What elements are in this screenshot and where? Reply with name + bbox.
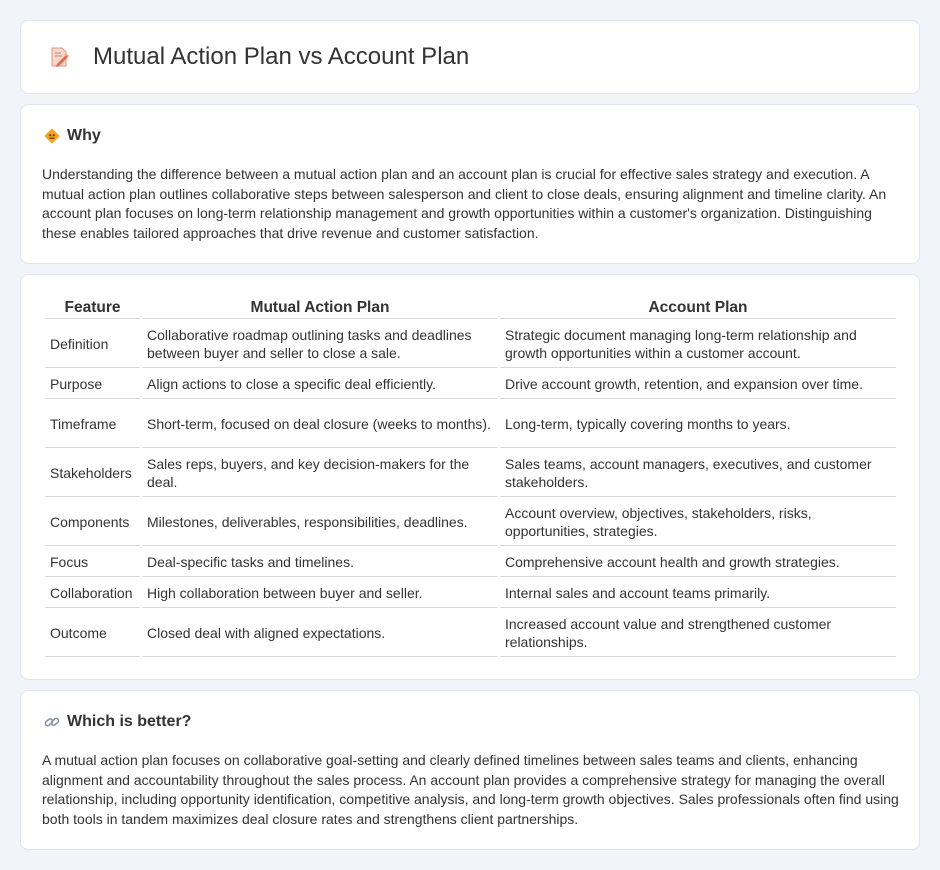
row-account-plan: Strategic document managing long-term relationship and growth opportunities within a customer account.	[500, 319, 896, 368]
row-mutual-action-plan: Short-term, focused on deal closure (weeks to months).	[142, 399, 498, 448]
table-row	[45, 577, 896, 608]
row-account-plan: Sales teams, account managers, executives, and customer stakeholders.	[500, 448, 896, 497]
row-feature: Definition	[45, 319, 140, 368]
row-account-plan: Internal sales and account teams primarily.	[500, 577, 896, 608]
table-header-row	[45, 295, 896, 319]
row-account-plan: Account overview, objectives, stakeholders, risks, opportunities, strategies.	[500, 497, 896, 546]
table-row	[45, 399, 896, 448]
diamond-warning-icon	[43, 127, 61, 145]
why-body: Understanding the difference between a mutual action plan and an account plan is crucial for effective sales strategy and execution. A mutual action plan outlines collaborative steps between salesperson and client to close deals, ensuring alignment and timeline clarity. An account plan focuses on long-term relationship management and growth opportunities within a customer's organization. Distinguishing these enables tailored approaches that drive revenue and customer satisfaction.	[42, 166, 887, 241]
title-card	[20, 20, 920, 94]
header-feature: Feature	[45, 295, 140, 319]
row-mutual-action-plan: High collaboration between buyer and seller.	[142, 577, 498, 608]
which-is-better-body: A mutual action plan focuses on collaborative goal-setting and clearly defined timelines between sales teams and clients, enhancing alignment and accountability throughout the sales process. An account plan provides a comprehensive strategy for managing the overall relationship, including opportunity identification, competitive analysis, and long-term growth objectives. Sales professionals often find using both tools in tandem maximizes deal closure rates and strengthens client partnerships.	[42, 752, 899, 827]
which-is-better-section	[20, 690, 920, 850]
why-section	[20, 104, 920, 264]
comparison-table-card	[20, 274, 920, 680]
header-mutual-action-plan: Mutual Action Plan	[142, 295, 498, 319]
table-row	[45, 497, 896, 546]
which-is-better-title: Which is better?	[67, 713, 192, 730]
table-row	[45, 319, 896, 368]
row-account-plan: Long-term, typically covering months to years.	[500, 399, 896, 448]
row-account-plan: Drive account growth, retention, and expansion over time.	[500, 368, 896, 399]
row-account-plan: Increased account value and strengthened customer relationships.	[500, 608, 896, 657]
row-account-plan: Comprehensive account health and growth strategies.	[500, 546, 896, 577]
row-mutual-action-plan: Collaborative roadmap outlining tasks and deadlines between buyer and seller to close a sale.	[142, 319, 498, 368]
row-mutual-action-plan: Align actions to close a specific deal efficiently.	[142, 368, 498, 399]
row-mutual-action-plan: Milestones, deliverables, responsibilities, deadlines.	[142, 497, 498, 546]
row-mutual-action-plan: Closed deal with aligned expectations.	[142, 608, 498, 657]
row-feature: Outcome	[45, 608, 140, 657]
row-mutual-action-plan: Sales reps, buyers, and key decision-makers for the deal.	[142, 448, 498, 497]
table-row	[45, 608, 896, 657]
why-title: Why	[67, 127, 101, 144]
table-row	[45, 368, 896, 399]
row-feature: Timeframe	[45, 399, 140, 448]
row-feature: Stakeholders	[45, 448, 140, 497]
row-feature: Focus	[45, 546, 140, 577]
memo-pencil-icon	[47, 45, 71, 69]
header-account-plan: Account Plan	[500, 295, 896, 319]
link-icon	[43, 713, 61, 731]
comparison-table	[43, 295, 898, 657]
row-feature: Components	[45, 497, 140, 546]
table-row	[45, 448, 896, 497]
row-feature: Collaboration	[45, 577, 140, 608]
page-title: Mutual Action Plan vs Account Plan	[93, 43, 470, 70]
row-feature: Purpose	[45, 368, 140, 399]
table-row	[45, 546, 896, 577]
row-mutual-action-plan: Deal-specific tasks and timelines.	[142, 546, 498, 577]
